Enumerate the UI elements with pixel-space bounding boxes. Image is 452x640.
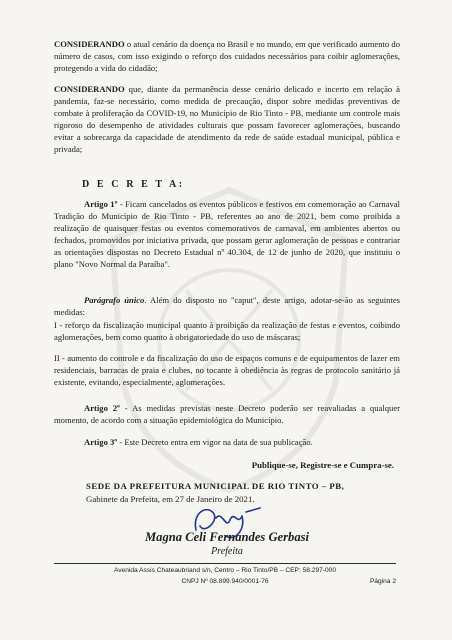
considerando-label-2: CONSIDERANDO xyxy=(54,84,125,94)
publique-line: Publique-se, Registre-se e Cumpra-se. xyxy=(251,460,394,470)
artigo-3-paragraph xyxy=(54,436,400,448)
artigo-2-text: - As medidas previstas neste Decreto poderão ser reavaliadas a qualquer momento, de acordo com a situação epidemiológica do Município. xyxy=(54,403,400,426)
sede-heading: SEDE DA PREFEITURA MUNICIPAL DE RIO TINTO – PB, xyxy=(86,481,345,491)
paragrafo-label: Parágrafo único xyxy=(84,295,145,305)
paragrafo-item-1: I - reforço da fiscalização municipal quanto à proibição da realização de festas e eventos, coibindo aglomerações, bem como quanto à obrigatoriedade do uso de máscaras; xyxy=(54,320,400,343)
footer-page-number: Página 2 xyxy=(369,578,396,585)
signer-name: Magna Celi Fernandes Gerbasi xyxy=(144,530,310,544)
artigo-1-text: - Ficam cancelados os eventos públicos e festivos em comemoração ao Carnaval Tradição do Município de Rio Tinto - PB, referentes ao ano de 2021, bem como proibida a realização de quaisquer festas ou eventos comemorativos de carnaval, em ambientes abertos ou fechados, promovidos por iniciativa privada, que possam gerar aglomeração de pessoas e contrariar as orientações dispostas no Decreto Estadual nº 40.304, de 12 de junho de 2020, que instituiu o plano "Novo Normal da Paraíba". xyxy=(54,199,400,270)
considerando-paragraph-2 xyxy=(54,83,400,156)
sede-date-line: Gabinete da Prefeita, em 27 de Janeiro de 2021. xyxy=(86,493,255,504)
footer-cnpj: CNPJ Nº 08.899.940/0001-76 xyxy=(181,578,269,585)
paragrafo-item-2: II - aumento do controle e da fiscalização do uso de espaços comuns e de equipamentos de lazer em residenciais, barracas de praia e clubes, no tocante à obediência às regras de protocolo sanitário já existente, evitando, especialmente, aglomerações. xyxy=(54,353,400,388)
footer-divider xyxy=(54,563,396,564)
artigo-2-paragraph xyxy=(54,402,400,426)
artigo-3-label: Artigo 3º xyxy=(84,437,118,447)
paragrafo-text: . Além do disposto no "caput", deste artigo, adotar-se-ão as seguintes medidas: xyxy=(54,295,400,318)
paragrafo-unico xyxy=(54,294,400,318)
footer-address: Avenida Assis Chateaubriand s/n, Centro – Rio Tinto/PB – CEP: 58.297-000 xyxy=(113,567,336,574)
considerando-label-1: CONSIDERANDO xyxy=(54,39,125,49)
artigo-2-label: Artigo 2º xyxy=(84,403,120,413)
signer-role: Prefeita xyxy=(211,546,243,557)
artigo-1-label: Artigo 1º xyxy=(84,199,118,209)
considerando-paragraph-1 xyxy=(54,38,400,74)
artigo-3-text: - Este Decreto entra em vigor na data de sua publicação. xyxy=(117,437,313,447)
considerando-text-1: o atual cenário da doença no Brasil e no mundo, em que verificado aumento do número de casos, com isso exigindo o reforço dos cuidados necessários para coibir aglomerações, protegendo a vida do cidadão; xyxy=(54,39,400,74)
decreta-heading: D E C R E T A: xyxy=(82,179,185,190)
considerando-text-2: que, diante da permanência desse cenário delicado e incerto em relação à pandemia, faz-se necessário, como medida de precaução, dispor sobre medidas preventivas de combate à proliferação da COVID-19, no Município de Rio Tinto - PB, mediante um controle mais rigoroso do desempenho de atividades culturais que possam favorecer aglomerações, buscando evitar a sobrecarga da capacidade de atendimento da rede de saúde estadual municipal, pública e privada; xyxy=(54,84,400,155)
artigo-1-paragraph xyxy=(54,198,400,271)
